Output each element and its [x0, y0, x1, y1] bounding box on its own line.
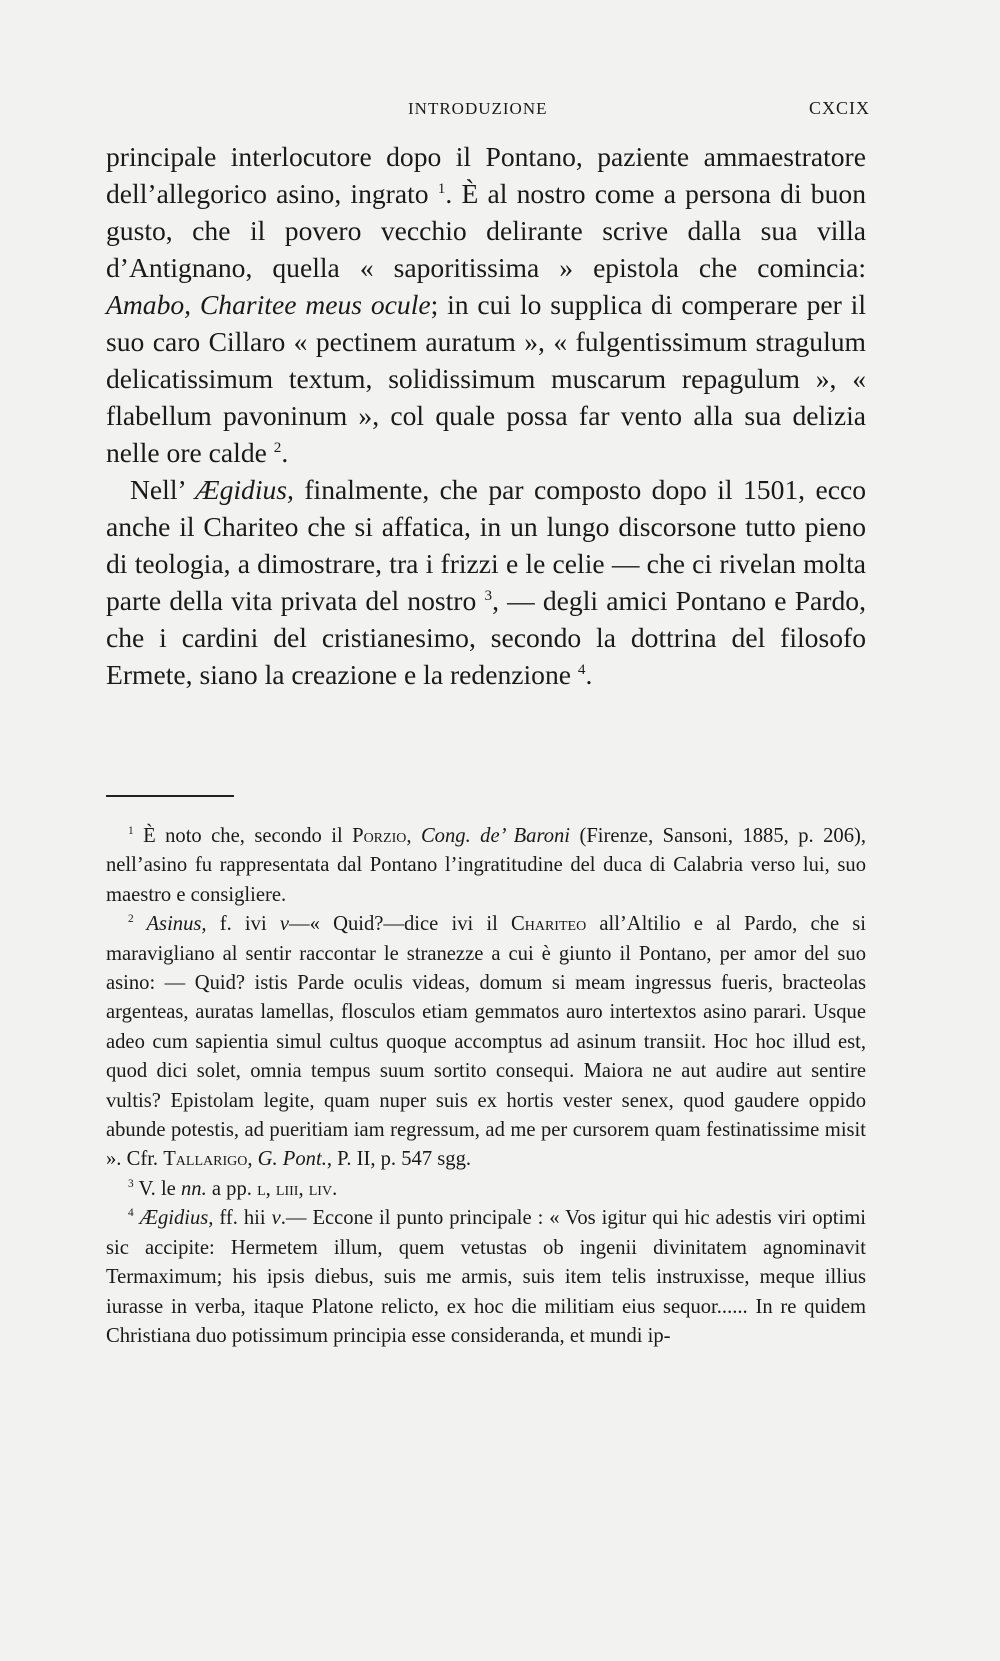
main-text	[106, 138, 866, 693]
footnote-1: $^1$ È noto che, secondo il Porzio, Cong. de’ Baroni (Firenze, Sansoni, 1885, p. 206), nell’asino fu rappresentata dal Pontano l’ingratitudine del duca di Calabria verso lui, suo maestro e consigliere.	[106, 825, 866, 906]
paragraph-1: principale interlocutore dopo il Pontano, paziente ammaestratore dell’allegorico asino, ingrato $^1$. È al nostro come a persona di buon gusto, che il povero vecchio delirante scrive dalla sua villa d’Antignano, quella « saporitissima » epistola che comincia: Amabo, Chariteе meus oculе; in cui lo supplica di comperare per il suo caro Cillaro « pectinem auratum », « fulgentissimum stragulum delicatissimum textum, solidissimum muscarum repagulum », « flabellum pavoninum », col quale possa far vento alla sua delizia nelle ore calde $^2$.	[106, 141, 866, 468]
page-number: CXCIX	[808, 98, 870, 118]
footnote-3: $^3$ V. le nn. a pp. l, liii, liv.	[128, 1177, 338, 1200]
running-head	[108, 98, 868, 126]
footnote-ref-3[interactable]: 3	[484, 586, 493, 604]
footnote-separator	[106, 795, 234, 797]
footnote-ref-2[interactable]: 2	[273, 438, 282, 456]
footnote-4: $^4$ Ægidius, ff. hii v.— Eccone il punto principale : « Vos igitur qui hic adestis viri optimi sic accipite: Hermetem illum, quem vetustas ob ingenii divinitatem agnominavit Termaximum; his ipsis diebus, suis me armis, suis item telis instruxisse, meque illius iurasse in verba, itaque Platone relicto, ex hoc die militiam eius sequor...... In re quidem Christiana duo potissimum principia esse consideranda, et mundi ip-	[106, 1207, 866, 1347]
footnote-2: $^2$ Asinus, f. ivi v—« Quid?—dice ivi il Chariteo all’Altilio e al Pardo, che si maravigliano al sentir raccontar le stranezze a cui è giunto il Pontano, per amor del suo asino: — Quid? istis Parde oculis videas, domum si meam ingressus fueris, bracteolas argenteas, auratas lamellas, flosculos etiam gemmatos auro intertextos asino parari. Usque adeo cum sapientia simul cultus quoque accomptus ad asinum transiit. Hoc hoc illud est, quod dici solet, omnia tempus suum sortito consequi. Maiora ne aut audire aut sentire vultis? Epistolam legite, quam nuper suis ex hortis vester senex, quod gaudere oppido abunde potestis, ad pueritiam iam regressum, ad me per cursorem quam festinatissime misit ». Cfr. Tallarigo, G. Pont., P. II, p. 547 sgg.	[106, 913, 866, 1171]
work-title-aegidius: Ægidius,	[195, 474, 294, 505]
quote-incipit: Amabo, Chariteе meus oculе	[106, 289, 431, 320]
footnote-ref-1[interactable]: 1	[437, 179, 446, 197]
running-title: INTRODUZIONE	[408, 99, 548, 118]
footnote-ref-4[interactable]: 4	[577, 660, 586, 678]
footnotes	[106, 822, 866, 1351]
paragraph-2: Nell’ Ægidius, finalmente, che par composto dopo il 1501, ecco anche il Chariteo che si affatica, in un lungo discorsone tutto pieno di teologia, a dimostrare, tra i frizzi e le celie — che ci rivelan molta parte della vita privata del nostro $^3$, — degli amici Pontano e Pardo, che i cardini del cristianesimo, secondo la dottrina del filosofo Ermete, siano la creazione e la redenzione $^4$.	[106, 474, 866, 690]
